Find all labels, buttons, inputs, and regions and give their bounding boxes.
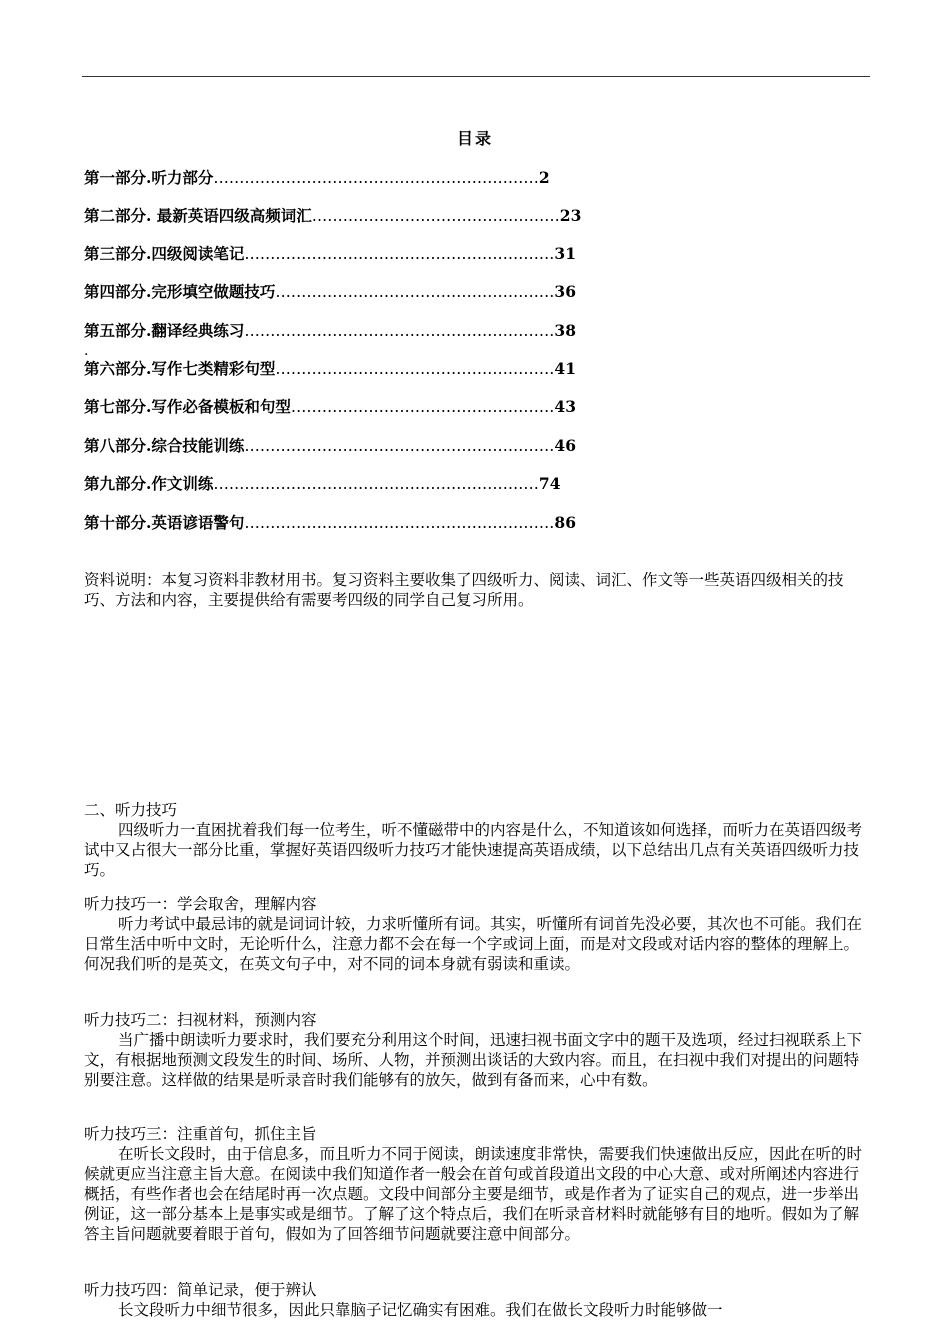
toc-item-label: 第十部分.英语谚语警句 bbox=[84, 513, 245, 532]
toc-item-page: 23 bbox=[559, 206, 582, 225]
toc-item-label: 第九部分.作文训练 bbox=[84, 474, 214, 493]
section-heading: 听力技巧三：注重首句，抓住主旨 bbox=[84, 1125, 317, 1143]
toc-item-page: 36 bbox=[554, 282, 576, 301]
toc-item[interactable] bbox=[84, 204, 581, 228]
section-block bbox=[84, 894, 874, 974]
material-note: 资料说明：本复习资料非教材用书。复习资料主要收集了四级听力、阅读、词汇、作文等一些英语四级相关的技巧、方法和内容，主要提供给有需要考四级的同学自己复习所用。 bbox=[84, 571, 844, 609]
toc-leader-dots: …………………………………………… bbox=[290, 398, 555, 416]
section-paragraph: 听力考试中最忌讳的就是词词计较，力求听懂所有词。其实，听懂所有词首先没必要，其次也不可能。我们在日常生活中听中文时，无论听什么，注意力都不会在每一个字或词上面，而是对文段或对话内容的整体的理解上。何况我们听的是英文，在英文句子中，对不同的词本身就有弱读和重读。 bbox=[84, 915, 863, 973]
toc-leader-dots: ……………………………………………… bbox=[275, 283, 555, 301]
toc-item-page: 43 bbox=[554, 397, 576, 416]
section-heading: 二、听力技巧 bbox=[84, 801, 178, 819]
toc-leader-dots: ………………………………………… bbox=[311, 207, 560, 225]
toc-item[interactable] bbox=[84, 319, 576, 343]
section-block bbox=[84, 800, 874, 880]
toc-item-page: 41 bbox=[554, 359, 576, 378]
toc-leader-dots: …………………………………………………… bbox=[244, 245, 555, 263]
toc-item[interactable] bbox=[84, 511, 576, 535]
toc-item-label: 第八部分.综合技能训练 bbox=[84, 436, 245, 455]
toc-item[interactable] bbox=[84, 280, 576, 304]
toc-item[interactable] bbox=[84, 166, 550, 190]
toc-item-page: 2 bbox=[538, 168, 550, 187]
toc-item[interactable] bbox=[84, 357, 576, 381]
toc-item[interactable] bbox=[84, 242, 576, 266]
toc-leader-dots: ……………………………………………………… bbox=[213, 475, 539, 493]
toc-leader-dots: ……………………………………………… bbox=[275, 360, 555, 378]
toc-item-page: 38 bbox=[554, 321, 576, 340]
toc-item-label: 第一部分.听力部分 bbox=[84, 168, 214, 187]
toc-item[interactable] bbox=[84, 472, 560, 496]
section-heading: 听力技巧二：扫视材料，预测内容 bbox=[84, 1011, 317, 1029]
toc-item-label: 第四部分.完形填空做题技巧 bbox=[84, 282, 276, 301]
toc-leader-dots: …………………………………………………… bbox=[244, 514, 555, 532]
section-heading: 听力技巧四：简单记录，便于辨认 bbox=[84, 1281, 317, 1299]
toc-item[interactable] bbox=[84, 434, 576, 458]
header-rule bbox=[82, 76, 870, 77]
toc-leader-dots: …………………………………………………… bbox=[244, 437, 555, 455]
toc-item-page: 86 bbox=[554, 513, 576, 532]
toc-item[interactable] bbox=[84, 395, 576, 419]
section-paragraph: 在听长文段时，由于信息多，而且听力不同于阅读，朗读速度非常快，需要我们快速做出反应，因此在听的时候就更应当注意主旨大意。在阅读中我们知道作者一般会在首句或首段道出文段的中心大意、或对所阐述内容进行概括，有些作者也会在结尾时再一次点题。文段中间部分主要是细节，或是作者为了证实自己的观点，进一步举出例证，这一部分基本上是事实或是细节。了解了这个特点后，我们在听录音材料时就能够有目的地听。假如为了解答主旨问题就要着眼于首句，假如为了回答细节问题就要注意中间部分。 bbox=[84, 1145, 863, 1243]
section-paragraph: 长文段听力中细节很多，因此只靠脑子记忆确实有困难。我们在做长文段听力时能够做一 bbox=[118, 1301, 723, 1319]
toc-item-label: 第七部分.写作必备模板和句型 bbox=[84, 397, 291, 416]
toc-item-label: 第五部分.翻译经典练习 bbox=[84, 321, 245, 340]
toc-item-page: 74 bbox=[538, 474, 561, 493]
toc-title: 目录 bbox=[456, 129, 493, 148]
section-paragraph: 四级听力一直困扰着我们每一位考生，听不懂磁带中的内容是什么，不知道该如何选择，而听力在英语四级考试中又占很大一部分比重，掌握好英语四级听力技巧才能快速提高英语成绩，以下总结出几点有关英语四级听力技巧。 bbox=[84, 821, 863, 879]
section-block bbox=[84, 1124, 874, 1244]
section-heading: 听力技巧一：学会取舍，理解内容 bbox=[84, 895, 317, 913]
toc-leader-dots: …………………………………………………… bbox=[244, 322, 555, 340]
toc-item-page: 46 bbox=[554, 436, 576, 455]
stray-dot: . bbox=[84, 343, 89, 359]
toc-item-label: 第三部分.四级阅读笔记 bbox=[84, 244, 245, 263]
toc-item-page: 31 bbox=[554, 244, 576, 263]
section-block bbox=[84, 1280, 874, 1320]
toc-leader-dots: ……………………………………………………… bbox=[213, 169, 539, 187]
toc-item-label: 第二部分. 最新英语四级高频词汇 bbox=[84, 206, 312, 225]
section-block bbox=[84, 1010, 874, 1090]
toc-item-label: 第六部分.写作七类精彩句型 bbox=[84, 359, 276, 378]
section-paragraph: 当广播中朗读听力要求时，我们要充分利用这个时间，迅速扫视书面文字中的题干及选项，经过扫视联系上下文，有根据地预测文段发生的时间、场所、人物，并预测出谈话的大致内容。而且，在扫视中我们对提出的问题特别要注意。这样做的结果是听录音时我们能够有的放矢，做到有备而来，心中有数。 bbox=[84, 1031, 863, 1089]
